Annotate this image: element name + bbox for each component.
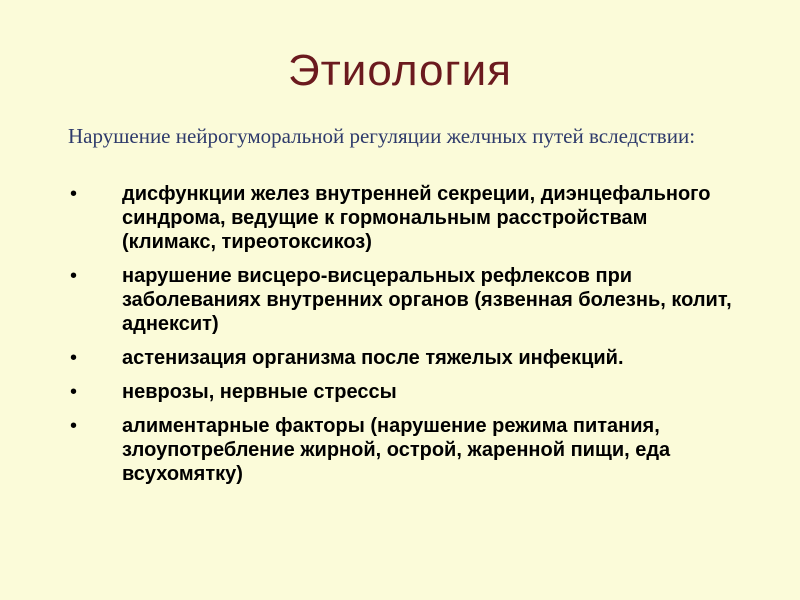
- bullet-icon: •: [70, 381, 78, 403]
- list-item-text: алиментарные факторы (нарушение режима питания, злоупотребление жирной, острой, жаренной пищи, еда всухомятку): [122, 415, 671, 485]
- list-item-text: дисфункции желез внутренней секреции, диэнцефального синдрома, ведущие к гормональным расстройствам (климакс, тиреотоксикоз): [122, 183, 711, 253]
- list-item: [66, 380, 746, 404]
- bullet-icon: •: [70, 347, 78, 369]
- list-item-text: астенизация организма после тяжелых инфекций.: [122, 347, 624, 369]
- bullet-icon: •: [70, 265, 78, 287]
- list-item: [66, 182, 746, 254]
- bullet-icon: •: [70, 183, 78, 205]
- list-item: [66, 414, 746, 486]
- intro-text: Нарушение нейрогуморальной регуляции желчных путей вследствии:: [68, 124, 696, 148]
- list-item: [66, 346, 746, 370]
- list-item-text: нарушение висцеро-висцеральных рефлексов при заболеваниях внутренних органов (язвенная болезнь, колит, аднексит): [122, 265, 732, 335]
- slide-title: Этиология: [288, 46, 512, 95]
- list-item-text: неврозы, нервные стрессы: [122, 381, 397, 403]
- bullet-icon: •: [70, 415, 78, 437]
- list-item: [66, 264, 746, 336]
- bullet-list: [66, 182, 746, 496]
